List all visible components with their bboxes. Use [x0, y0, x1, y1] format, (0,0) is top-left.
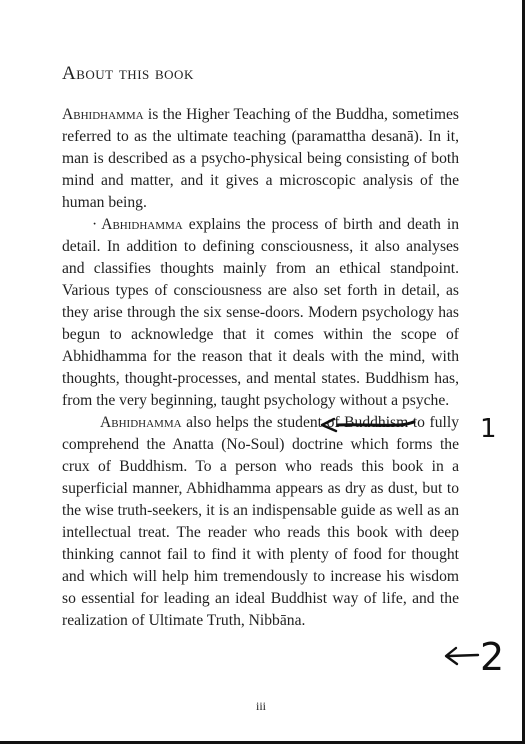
- page-number: iii: [255, 699, 266, 713]
- paragraph-1: [62, 104, 459, 214]
- paragraph-2-lead: Abhidhamma: [101, 216, 183, 233]
- annotation-mark-2: 2: [480, 635, 505, 679]
- page-title: About this book: [62, 63, 194, 84]
- paragraph-2-bullet: ·: [92, 216, 98, 233]
- arrow-2-icon: [449, 655, 478, 656]
- paragraph-1-lead: Abhidhamma: [62, 106, 144, 123]
- paragraph-2-text: explains the process of birth and death in detail. In addition to defining consciousness, it also analyses and classifies thoughts mainly from an ethical standpoint. Various types of consciousness are also set forth in detail, as they arise through the six sense-doors. Modern psychology has begun to acknowledge that it comes within the scope of Abhidhamma for the reason that it deals with the mind, with thoughts, thought-processes, and mental states. Buddhism has, from the very beginning, taught psychology without a psyche.: [62, 216, 459, 409]
- paragraph-1-text: is the Higher Teaching of the Buddha, sometimes referred to as the ultimate teaching (paramattha desanā). In it, man is described as a psycho-physical being consisting of both mind and matter, and it gives a microscopic analysis of the human being.: [62, 106, 459, 211]
- paragraph-3: [62, 412, 459, 632]
- paragraph-2: [62, 214, 459, 412]
- body-text: [62, 104, 459, 632]
- paragraph-3-lead: Abhidhamma: [100, 414, 182, 431]
- paragraph-3-text: also helps the student of Buddhism to fully comprehend the Anatta (No-Soul) doctrine which forms the crux of Buddhism. To a person who reads this book in a superficial manner, Abhidhamma appears as dry as dust, but to the wise truth-seekers, it is an indispensable guide as well as an intellectual treat. The reader who reads this book with deep thinking cannot fail to find it with plenty of food for thought and which will help him tremendously to increase his wisdom so essential for leading an ideal Buddhist way of life, and the realization of Ultimate Truth, Nibbāna.: [62, 414, 459, 629]
- arrow-2-head-icon: [446, 648, 457, 664]
- annotation-mark-1: 1: [480, 414, 497, 444]
